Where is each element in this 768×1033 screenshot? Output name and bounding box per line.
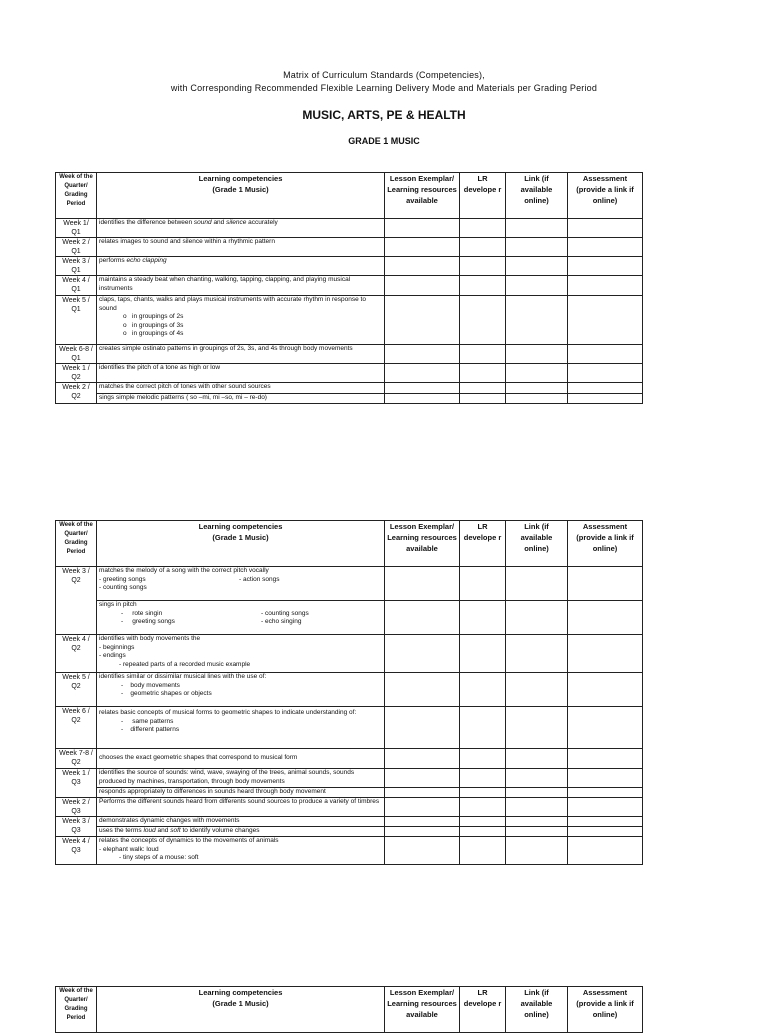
table-row (56, 769, 643, 788)
week-cell: Week 7-8 / Q2 (56, 749, 97, 769)
table-row (56, 567, 643, 601)
table-row (56, 394, 643, 404)
table-row (56, 788, 643, 798)
table-row (56, 827, 643, 837)
competency-cell: Performs the different sounds heard from differents sound sources to produce a variety of timbres (97, 798, 385, 817)
grade-title: GRADE 1 MUSIC (348, 136, 420, 146)
col-link-header: Link (if available online) (506, 521, 568, 567)
table-row (56, 345, 643, 364)
table-row (56, 257, 643, 276)
competency-cell: sings in pitch - rote singin - counting songs - greeting songs - echo singing (97, 601, 385, 635)
week-cell: Week 4 / Q3 (56, 837, 97, 865)
col-competency-header: Learning competencies (Grade 1 Music) (97, 521, 385, 567)
competency-cell: uses the terms loud and soft to identify volume changes (97, 827, 385, 837)
table-row (56, 364, 643, 383)
competency-cell: relates the concepts of dynamics to the movements of animals - elephant walk: loud - tiny steps of a mouse: soft (97, 837, 385, 865)
col-competency-header: Learning competencies (Grade 1 Music) (97, 987, 385, 1033)
table-row (56, 238, 643, 257)
week-cell: Week 3 / Q3 (56, 817, 97, 837)
week-cell: Week 2 / Q2 (56, 383, 97, 404)
col-assessment-header: Assessment (provide a link if online) (568, 987, 643, 1033)
table-row (56, 707, 643, 749)
col-link-header: Link (if available online) (506, 987, 568, 1033)
week-cell: Week 6-8 / Q1 (56, 345, 97, 364)
week-cell: Week 1 / Q3 (56, 769, 97, 798)
week-cell: Week 3 / Q1 (56, 257, 97, 276)
table-row (56, 798, 643, 817)
document-header (0, 70, 768, 146)
table-row (56, 837, 643, 865)
competency-cell: relates images to sound and silence within a rhythmic pattern (97, 238, 385, 257)
competency-cell: responds appropriately to differences in sounds heard through body movement (97, 788, 385, 798)
list-item: o in groupings of 4s (123, 330, 184, 337)
col-assessment-header: Assessment (provide a link if online) (568, 521, 643, 567)
competency-cell: sings simple melodic patterns ( so –mi, mi –so, mi – re-do) (97, 394, 385, 404)
col-link-header: Link (if available online) (506, 173, 568, 219)
table-row (56, 276, 643, 296)
col-exemplar-header: Lesson Exemplar/ Learning resources available (385, 987, 460, 1033)
competency-cell: identifies with body movements the - beginnings - endings - repeated parts of a recorded music example (97, 635, 385, 673)
competency-cell: identifies the difference between sound and silence accurately (97, 219, 385, 238)
competency-cell: claps, taps, chants, walks and plays musical instruments with accurate rhythm in response to sound o in groupings of 2s o in groupings of 3s o in groupings of 4s (97, 296, 385, 345)
competency-table-2 (55, 520, 643, 865)
table-header-row (56, 521, 643, 567)
table-header-row (56, 987, 643, 1033)
week-cell: Week 2 / Q3 (56, 798, 97, 817)
table-row (56, 673, 643, 707)
week-cell: Week 1/ Q1 (56, 219, 97, 238)
competency-cell: matches the melody of a song with the correct pitch vocally - greeting songs - action songs - counting songs (97, 567, 385, 601)
competency-cell: chooses the exact geometric shapes that correspond to musical form (97, 749, 385, 769)
competency-table-1 (55, 172, 643, 404)
week-cell: Week 5 / Q2 (56, 673, 97, 707)
week-cell: Week 4 / Q2 (56, 635, 97, 673)
competency-cell: identifies similar or dissimilar musical lines with the use of: - body movements - geometric shapes or objects (97, 673, 385, 707)
col-week-header: Week of the Quarter/ Grading Period (56, 987, 97, 1033)
col-lr-header: LR develope r (460, 987, 506, 1033)
table-header-row (56, 173, 643, 219)
col-week-header: Week of the Quarter/ Grading Period (56, 521, 97, 567)
header-line-2: with Corresponding Recommended Flexible Learning Delivery Mode and Materials per Grading Period (170, 83, 598, 93)
week-cell: Week 3 / Q2 (56, 567, 97, 635)
week-cell: Week 5 / Q1 (56, 296, 97, 345)
header-line-1: Matrix of Curriculum Standards (Competencies), (283, 70, 485, 80)
col-assessment-header: Assessment (provide a link if online) (568, 173, 643, 219)
competency-cell: identifies the pitch of a tone as high or low (97, 364, 385, 383)
table-row (56, 749, 643, 769)
table-row (56, 383, 643, 394)
col-exemplar-header: Lesson Exemplar/ Learning resources available (385, 173, 460, 219)
col-lr-header: LR develope r (460, 521, 506, 567)
table-row (56, 296, 643, 345)
week-cell: Week 6 / Q2 (56, 707, 97, 749)
col-week-header: Week of the Quarter/ Grading Period (56, 173, 97, 219)
competency-cell: creates simple ostinato patterns in groupings of 2s, 3s, and 4s through body movements (97, 345, 385, 364)
table-row (56, 601, 643, 635)
table-row (56, 817, 643, 827)
col-lr-header: LR develope r (460, 173, 506, 219)
list-item: o in groupings of 2s (123, 313, 184, 320)
page-title: MUSIC, ARTS, PE & HEALTH (302, 108, 466, 122)
competency-cell: identifies the source of sounds: wind, wave, swaying of the trees, animal sounds, sounds produced by machines, transportation, through body movements (97, 769, 385, 788)
table-row (56, 635, 643, 673)
competency-cell: demonstrates dynamic changes with movements (97, 817, 385, 827)
table-row (56, 219, 643, 238)
list-item: o in groupings of 3s (123, 321, 184, 329)
col-competency-header: Learning competencies (Grade 1 Music) (97, 173, 385, 219)
competency-table-3 (55, 986, 643, 1033)
col-exemplar-header: Lesson Exemplar/ Learning resources available (385, 521, 460, 567)
competency-cell: performs echo clapping (97, 257, 385, 276)
competency-cell: matches the correct pitch of tones with other sound sources (97, 383, 385, 394)
week-cell: Week 4 / Q1 (56, 276, 97, 296)
competency-cell: relates basic concepts of musical forms to geometric shapes to indicate understanding of: - same patterns - different patterns (97, 707, 385, 749)
week-cell: Week 2 / Q1 (56, 238, 97, 257)
competency-cell: maintains a steady beat when chanting, walking, tapping, clapping, and playing musical instruments (97, 276, 385, 296)
week-cell: Week 1 / Q2 (56, 364, 97, 383)
